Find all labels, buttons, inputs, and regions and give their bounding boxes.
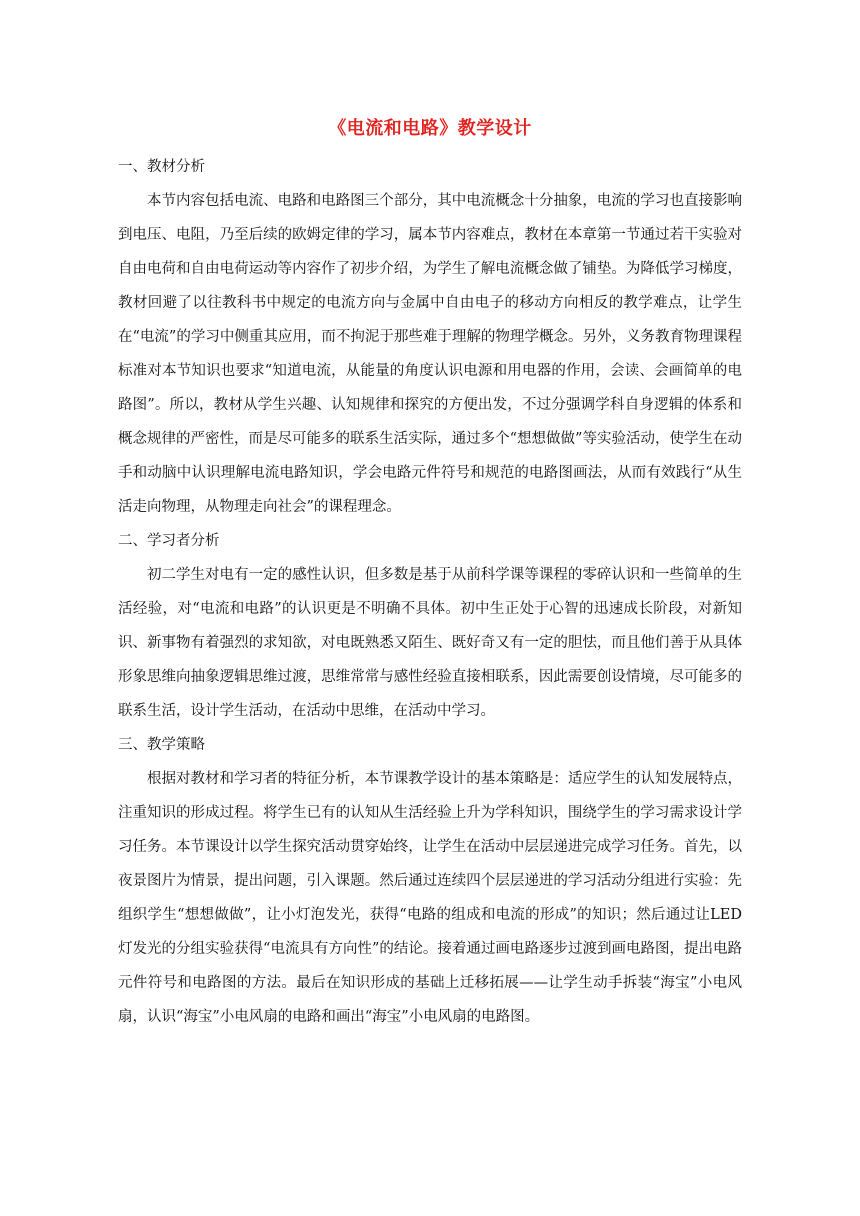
document-body bbox=[118, 150, 742, 1034]
section-heading-learner-analysis: 二、学习者分析 bbox=[118, 533, 220, 549]
document-title: 《电流和电路》教学设计 bbox=[328, 118, 532, 139]
section-paragraph-learner-analysis: 初二学生对电有一定的感性认识，但多数是基于从前科学课等课程的零碎认识和一些简单的生活经验，对“电流和电路”的认识更是不明确不具体。初中生正处于心智的迅速成长阶段，对新知识、新事物有着强烈的求知欲，对电既熟悉又陌生、既好奇又有一定的胆怯，而且他们善于从具体形象思维向抽象逻辑思维过渡，思维常常与感性经验直接相联系，因此需要创设情境，尽可能多的联系生活，设计学生活动，在活动中思维，在活动中学习。 bbox=[118, 567, 742, 719]
section-paragraph-textbook-analysis: 本节内容包括电流、电路和电路图三个部分，其中电流概念十分抽象，电流的学习也直接影响到电压、电阻，乃至后续的欧姆定律的学习，属本节内容难点，教材在本章第一节通过若干实验对自由电荷和自由电荷运动等内容作了初步介绍，为学生了解电流概念做了铺垫。为降低学习梯度，教材回避了以往教科书中规定的电流方向与金属中自由电子的移动方向相反的教学难点，让学生在“电流”的学习中侧重其应用，而不拘泥于那些难于理解的物理学概念。另外，义务教育物理课程标准对本节知识也要求“知道电流，从能量的角度认识电源和用电器的作用，会读、会画简单的电路图”。所以，教材从学生兴趣、认知规律和探究的方便出发，不过分强调学科自身逻辑的体系和概念规律的严密性，而是尽可能多的联系生活实际，通过多个“想想做做”等实验活动，使学生在动手和动脑中认识理解电流电路知识，学会电路元件符号和规范的电路图画法，从而有效践行“从生活走向物理，从物理走向社会”的课程理念。 bbox=[118, 193, 742, 515]
section-paragraph-teaching-strategy: 根据对教材和学习者的特征分析，本节课教学设计的基本策略是：适应学生的认知发展特点，注重知识的形成过程。将学生已有的认知从生活经验上升为学科知识，围绕学生的学习需求设计学习任务。本节课设计以学生探究活动贯穿始终，让学生在活动中层层递进完成学习任务。首先，以夜景图片为情景，提出问题，引入课题。然后通过连续四个层层递进的学习活动分组进行实验：先组织学生“想想做做”，让小灯泡发光，获得“电路的组成和电流的形成”的知识；然后通过让LED灯发光的分组实验获得“电流具有方向性”的结论。接着通过画电路逐步过渡到画电路图，提出电路元件符号和电路图的方法。最后在知识形成的基础上迁移拓展——让学生动手拆装“海宝”小电风扇，认识“海宝”小电风扇的电路和画出“海宝”小电风扇的电路图。 bbox=[118, 771, 742, 1025]
section-heading-textbook-analysis: 一、教材分析 bbox=[118, 159, 205, 175]
section-heading-teaching-strategy: 三、教学策略 bbox=[118, 737, 205, 753]
